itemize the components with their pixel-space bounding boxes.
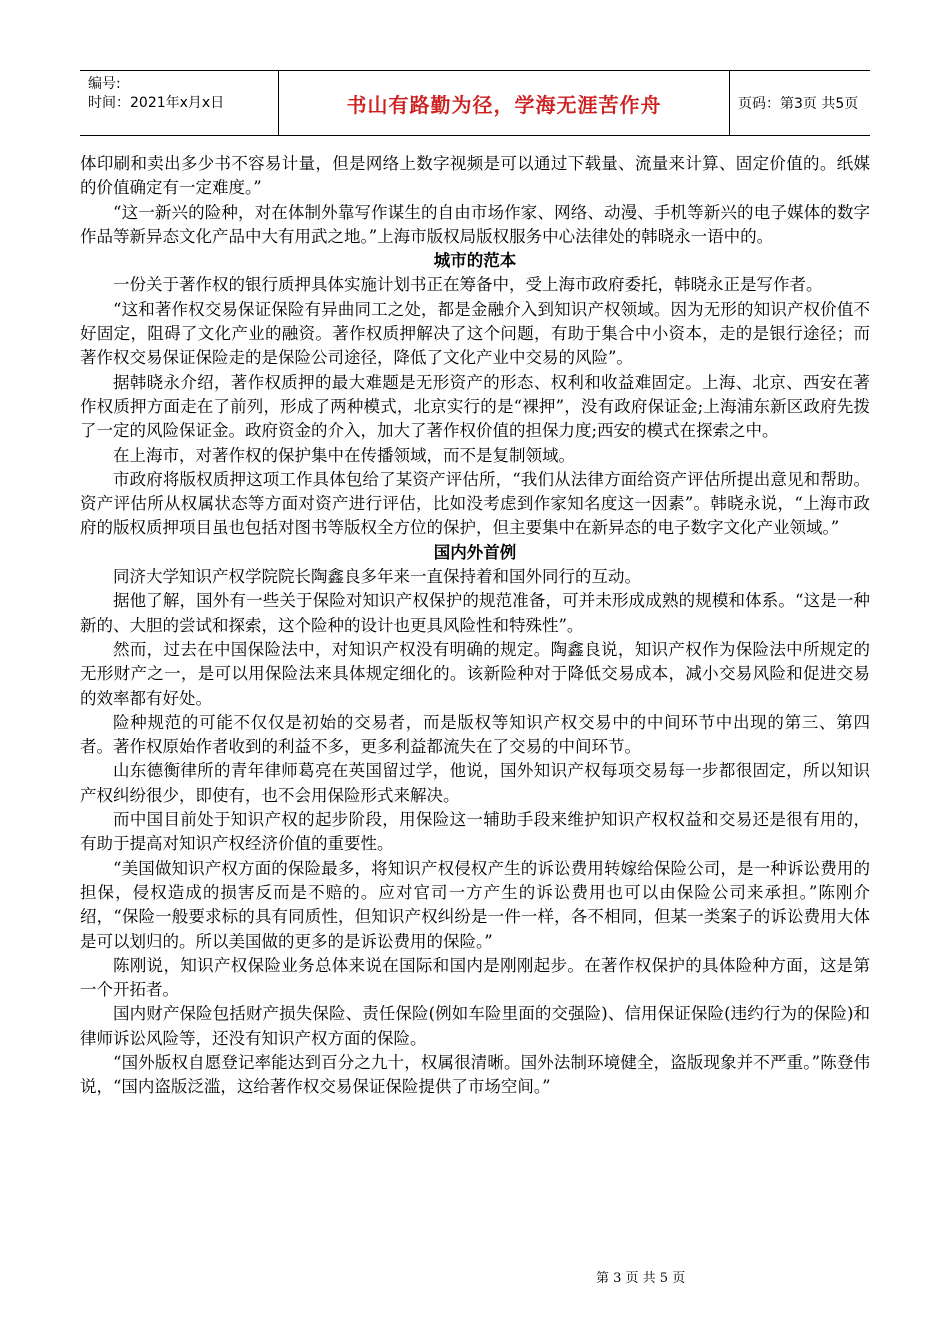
body-paragraph: “美国做知识产权方面的保险最多，将知识产权侵权产生的诉讼费用转嫁给保险公司，是一种诉讼费用的担保，侵权造成的损害反而是不赔的。应对官司一方产生的诉讼费用也可以由保险公司来承担。”陈刚介绍，“保险一般要求标的具有同质性，但知识产权纠纷是一件一样，各不相同，但某一类案子的诉讼费用大体是可以划归的。所以美国做的更多的是诉讼费用的保险。” (80, 858, 870, 951)
document-body (80, 152, 870, 1100)
body-paragraph: 然而，过去在中国保险法中，对知识产权没有明确的规定。陶鑫良说，知识产权作为保险法中所规定的无形财产之一，是可以用保险法来具体规定细化的。该新险种对于降低交易成本，减小交易风险和促进交易的效率都有好处。 (80, 639, 870, 708)
body-paragraph: “这和著作权交易保证保险有异曲同工之处，都是金融介入到知识产权领域。因为无形的知识产权价值不好固定，阻碍了文化产业的融资。著作权质押解决了这个问题，有助于集合中小资本，走的是银行途径；而著作权交易保证保险走的是保险公司途径，降低了文化产业中交易的风险”。 (80, 299, 870, 368)
header-motto: 书山有路勤为径，学海无涯苦作舟 (346, 92, 662, 117)
header-page-cell (730, 71, 870, 135)
section-heading: 城市的范本 (433, 251, 517, 271)
document-number-label: 编号: (88, 76, 121, 92)
document-date: 时间：2021年x月x日 (88, 95, 225, 111)
header-meta-cell (80, 71, 279, 135)
page-footer: 第 3 页 共 5 页 (596, 1271, 686, 1286)
body-paragraph: 山东德衡律所的青年律师葛亮在英国留过学，他说，国外知识产权每项交易每一步都很固定，所以知识产权纠纷很少，即使有，也不会用保险形式来解决。 (80, 761, 870, 805)
body-paragraph: 陈刚说，知识产权保险业务总体来说在国际和国内是刚刚起步。在著作权保护的具体险种方面，这是第一个开拓者。 (80, 955, 870, 1000)
header-page-info: 页码：第3页 共5页 (738, 96, 859, 112)
body-paragraph: 国内财产保险包括财产损失保险、责任保险(例如车险里面的交强险)、信用保证保险(违约行为的保险)和律师诉讼风险等，还没有知识产权方面的保险。 (80, 1004, 870, 1048)
document-header (80, 70, 870, 136)
body-paragraph: 体印刷和卖出多少书不容易计量，但是网络上数字视频是可以通过下载量、流量来计算、固定价值的。纸媒的价值确定有一定难度。” (80, 154, 870, 198)
body-paragraph: “国外版权自愿登记率能达到百分之九十，权属很清晰。国外法制环境健全，盗版现象并不严重。”陈登伟说，“国内盗版泛滥，这给著作权交易保证保险提供了市场空间。” (80, 1052, 870, 1097)
body-paragraph: 据韩晓永介绍，著作权质押的最大难题是无形资产的形态、权利和收益难固定。上海、北京、西安在著作权质押方面走在了前列，形成了两种模式，北京实行的是“裸押”，没有政府保证金;上海浦东新区政府先拨了一定的风险保证金。政府资金的介入，加大了著作权价值的担保力度;西安的模式在探索之中。 (80, 372, 870, 441)
body-paragraph: 在上海市，对著作权的保护集中在传播领域，而不是复制领域。 (113, 445, 575, 465)
header-motto-cell (279, 71, 730, 135)
body-paragraph: 一份关于著作权的银行质押具体实施计划书正在筹备中，受上海市政府委托，韩晓永正是写作者。 (113, 275, 823, 295)
section-heading: 国内外首例 (433, 542, 517, 562)
body-paragraph: 险种规范的可能不仅仅是初始的交易者，而是版权等知识产权交易中的中间环节中出现的第三、第四者。著作权原始作者收到的利益不多，更多利益都流失在了交易的中间环节。 (80, 712, 870, 757)
body-paragraph: “这一新兴的险种，对在体制外靠写作谋生的自由市场作家、网络、动漫、手机等新兴的电子媒体的数字作品等新异态文化产品中大有用武之地。”上海市版权局版权服务中心法律处的韩晓永一语中的。 (80, 202, 870, 246)
body-paragraph: 而中国目前处于知识产权的起步阶段，用保险这一辅助手段来维护知识产权权益和交易还是很有用的，有助于提高对知识产权经济价值的重要性。 (80, 810, 870, 854)
body-paragraph: 市政府将版权质押这项工作具体包给了某资产评估所，“我们从法律方面给资产评估所提出意见和帮助。资产评估所从权属状态等方面对资产进行评估，比如没考虑到作家知名度这一因素”。韩晓永说，“上海市政府的版权质押项目虽也包括对图书等版权全方位的保护，但主要集中在新异态的电子数字文化产业领域。” (80, 469, 870, 538)
body-paragraph: 同济大学知识产权学院院长陶鑫良多年来一直保持着和国外同行的互动。 (113, 567, 641, 587)
body-paragraph: 据他了解，国外有一些关于保险对知识产权保护的规范准备，可并未形成成熟的规模和体系。“这是一种新的、大胆的尝试和探索，这个险种的设计也更具风险性和特殊性”。 (80, 591, 870, 635)
